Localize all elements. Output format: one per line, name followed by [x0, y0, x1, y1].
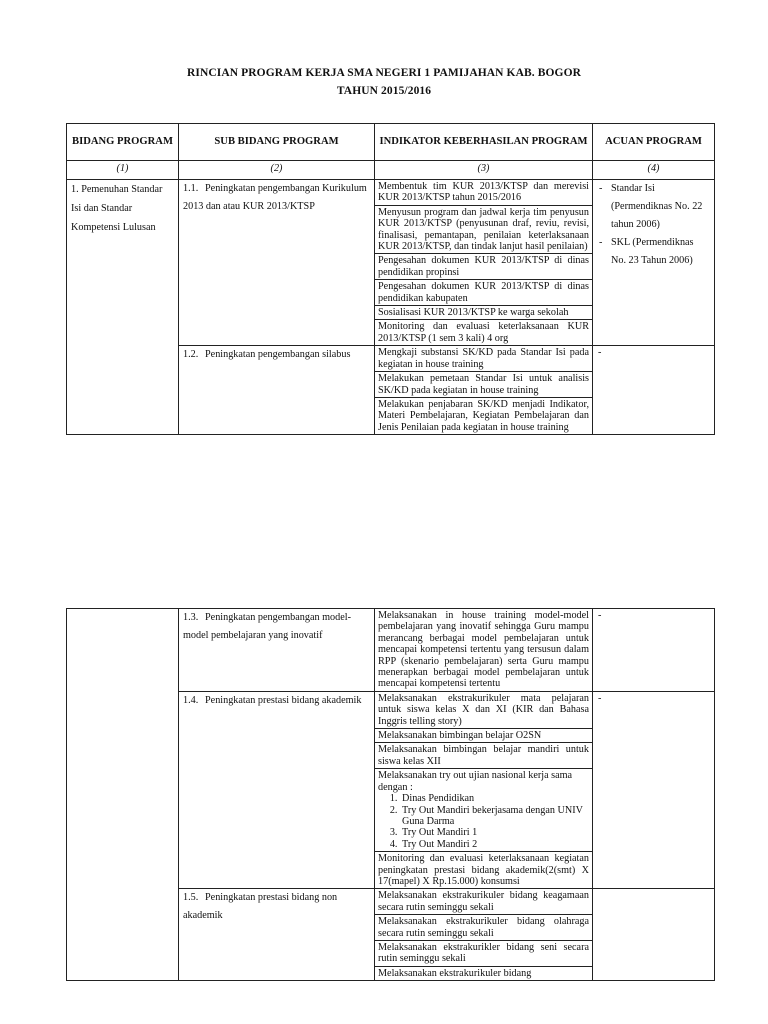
indikator-cell: Melaksanakan ekstrakurikler bidang seni secara rutin seminggu sekali — [375, 940, 593, 966]
sub-bidang-text: Peningkatan pengembangan silabus — [205, 349, 351, 361]
table-header-row — [67, 124, 715, 161]
indikator-cell: Melaksanakan bimbingan belajar mandiri untuk siswa kelas XII — [375, 743, 593, 769]
indikator-cell: Mengkaji substansi SK/KD pada Standar Isi pada kegiatan in house training — [375, 346, 593, 372]
indikator-cell: Melaksanakan ekstrakurikuler bidang keagamaan secara rutin seminggu sekali — [375, 889, 593, 915]
column-number: (1) — [67, 161, 179, 180]
indikator-cell: Monitoring dan evaluasi keterlaksanaan kegiatan peningkatan prestasi bidang akademik(2(smt) X 17(mapel) X Rp.15.000) konsumsi — [375, 852, 593, 889]
acuan-item: - Standar Isi (Permendiknas No. 22 tahun 2006) — [597, 180, 710, 234]
indikator-cell: Melaksanakan bimbingan belajar O2SN — [375, 729, 593, 743]
sub-bidang-text: Peningkatan pengembangan model-model pembelajaran yang inovatif — [183, 612, 351, 641]
indikator-cell: Pengesahan dokumen KUR 2013/KTSP di dinas pendidikan kabupaten — [375, 280, 593, 306]
column-number-row — [67, 161, 715, 180]
list-item: 2. Try Out Mandiri bekerjasama dengan UNIV Guna Darma — [400, 805, 589, 828]
indikator-cell: Sosialisasi KUR 2013/KTSP ke warga sekolah — [375, 306, 593, 320]
indikator-cell: Melakukan pemetaan Standar Isi untuk analisis SK/KD pada kegiatan in house training — [375, 372, 593, 398]
program-table-part-2 — [66, 608, 715, 981]
column-header-indikator: INDIKATOR KEBERHASILAN PROGRAM — [375, 124, 593, 161]
sub-bidang-text: Peningkatan prestasi bidang non akademik — [183, 892, 338, 922]
indikator-cell: Melaksanakan ekstrakurikuler bidang — [375, 966, 593, 980]
acuan-cell — [593, 180, 715, 346]
sub-bidang-text: Peningkatan prestasi bidang akademik — [205, 694, 362, 706]
indikator-cell — [375, 769, 593, 852]
sub-bidang-cell — [179, 180, 375, 346]
acuan-item: - SKL (Permendiknas No. 23 Tahun 2006) — [597, 234, 710, 270]
tryout-intro: Melaksanakan try out ujian nasional kerja sama dengan : — [378, 770, 573, 793]
sub-bidang-cell — [179, 691, 375, 889]
column-header-sub-bidang: SUB BIDANG PROGRAM — [179, 124, 375, 161]
sub-bidang-cell — [179, 609, 375, 692]
column-number: (2) — [179, 161, 375, 180]
list-item: 3. Try Out Mandiri 1 — [400, 827, 589, 838]
indikator-cell: Pengesahan dokumen KUR 2013/KTSP di dinas pendidikan propinsi — [375, 254, 593, 280]
document-year: TAHUN 2015/2016 — [336, 85, 432, 97]
bidang-cell: 1. Pemenuhan Standar Isi dan Standar Kompetensi Lulusan — [67, 180, 179, 435]
indikator-cell: Melaksanakan ekstrakurikuler bidang olahraga secara rutin seminggu sekali — [375, 915, 593, 941]
indikator-cell: Menyusun program dan jadwal kerja tim penyusun KUR 2013/KTSP (penyusunan draf, reviu, revisi, finalisasi, pemantapan, penilaian keterlaksanaan KUR 2013/KTSP, dan tindak lanjut hasil penilaian) — [375, 205, 593, 254]
column-header-bidang: BIDANG PROGRAM — [67, 124, 179, 161]
acuan-cell — [593, 889, 715, 981]
acuan-cell: - — [593, 609, 715, 692]
table-row — [67, 180, 715, 206]
indikator-cell: Melaksanakan ekstrakurikuler mata pelajaran untuk siswa kelas X dan XI (KIR dan Bahasa Inggris telling story) — [375, 691, 593, 728]
indikator-cell: Melakukan penjabaran SK/KD menjadi Indikator, Materi Pembelajaran, Kegiatan Pembelajaran dan Jenis Penilaian pada kegiatan in house training — [375, 397, 593, 434]
column-number: (3) — [375, 161, 593, 180]
tryout-list — [378, 793, 589, 850]
list-item: 1. Dinas Pendidikan — [400, 793, 589, 804]
sub-bidang-cell — [179, 889, 375, 981]
table-row — [67, 609, 715, 692]
acuan-cell: - — [593, 691, 715, 889]
acuan-cell: - — [593, 346, 715, 435]
list-item: 4. Try Out Mandiri 2 — [400, 839, 589, 850]
sub-number: 1.5. — [183, 892, 199, 904]
bidang-cell-continued — [67, 609, 179, 981]
indikator-cell: Melaksanakan in house training model-model pembelajaran yang inovatif sehingga Guru mampu merancang berbagai model pembelajaran untuk mencapai kompetensi tertentu yang tersusun dalam RPP (skenario pembelajaran) serta Guru mampu menerapkan berbagai model pembelajaran untuk mencapai kompetensi tertentu — [375, 609, 593, 692]
column-header-acuan: ACUAN PROGRAM — [593, 124, 715, 161]
program-table-part-1 — [66, 123, 715, 435]
indikator-cell: Membentuk tim KUR 2013/KTSP dan merevisi KUR 2013/KTSP tahun 2015/2016 — [375, 180, 593, 206]
indikator-cell: Monitoring dan evaluasi keterlaksanaan KUR 2013/KTSP (1 sem 3 kali) 4 org — [375, 320, 593, 346]
sub-number: 1.3. — [183, 612, 199, 623]
sub-number: 1.4. — [183, 694, 199, 706]
sub-number: 1.2. — [183, 349, 199, 361]
column-number: (4) — [593, 161, 715, 180]
document-title: RINCIAN PROGRAM KERJA SMA NEGERI 1 PAMIJAHAN KAB. BOGOR — [186, 67, 582, 79]
sub-number: 1.1. — [183, 183, 199, 194]
sub-bidang-text: Peningkatan pengembangan Kurikulum 2013 dan atau KUR 2013/KTSP — [183, 183, 367, 212]
sub-bidang-cell — [179, 346, 375, 435]
